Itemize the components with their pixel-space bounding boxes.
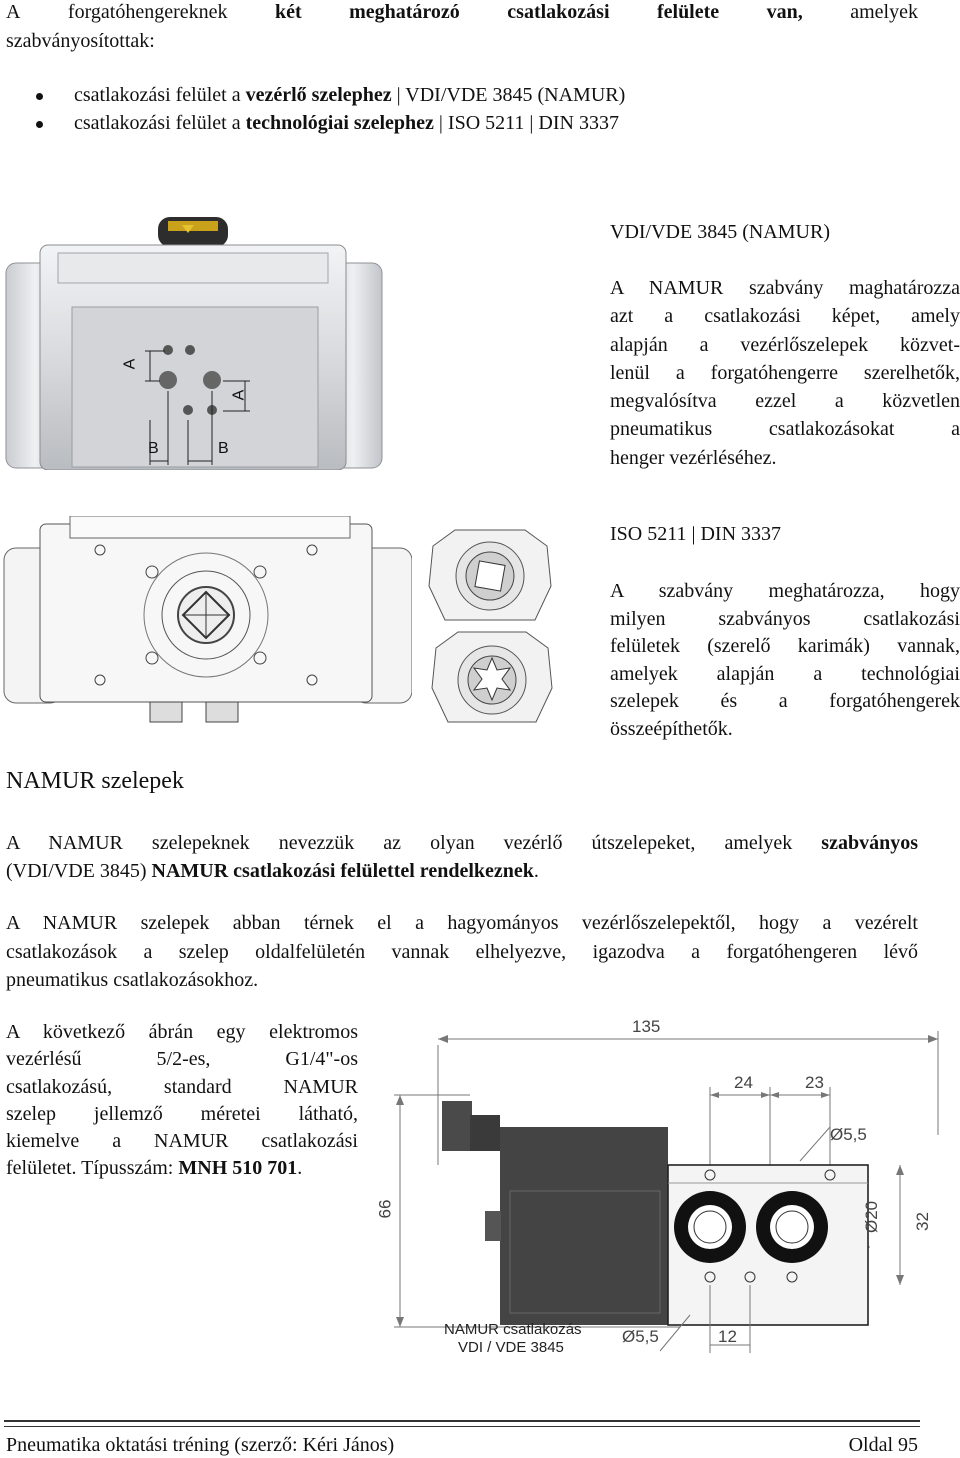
dim-d55-bottom: Ø5,5 (622, 1327, 659, 1346)
dim-label-a-right: A (230, 389, 248, 401)
intro-line-1: A forgatóhengereknek két meghatározó csatlakozási felülete van, amelyek (6, 1, 918, 23)
page-number: Oldal 95 (848, 1434, 918, 1456)
paragraph-3: A következő ábrán egy elektromos vezérlésű 5/2-es, G1/4"-os csatlakozású, standard NAMUR szelep jellemző méretei látható, kiemelve a NAMUR csatlakozási felületet. Típusszám: MNH 510 701. (6, 1021, 358, 1180)
iso-heading: ISO 5211 | DIN 3337 (610, 523, 782, 545)
footer-rule (4, 1420, 920, 1427)
dim-23: 23 (805, 1073, 824, 1092)
dim-135: 135 (632, 1017, 661, 1036)
dim-66: 66 (375, 1199, 395, 1219)
section-heading: NAMUR szelepek (6, 768, 184, 794)
flange-square-image (425, 526, 555, 626)
paragraph-2: A NAMUR szelepek abban térnek el a hagyományos vezérlőszelepektől, hogy a vezérelt csatlakozások a szelep oldalfelületén vannak elhelyezve, igazodva a forgatóhengeren lévő pneumatikus csatlakozásokhoz. (6, 912, 918, 991)
paragraph-1: A NAMUR szelepeknek nevezzük az olyan vezérlő útszelepeket, amelyek szabványos (VDI/VDE 3845) NAMUR csatlakozási felülettel rendelkeznek. (6, 832, 918, 882)
drawing-caption-line-1: NAMUR csatlakozás (444, 1321, 582, 1338)
bullet-dot (36, 121, 43, 128)
footer-title: Pneumatika oktatási tréning (szerző: Kéri János) (6, 1434, 395, 1456)
dim-32: 32 (913, 1212, 932, 1231)
namur-heading: VDI/VDE 3845 (NAMUR) (610, 221, 830, 243)
dim-d55-top: Ø5,5 (830, 1125, 867, 1144)
dim-24: 24 (734, 1073, 753, 1092)
namur-description: A NAMUR szabvány maghatározza azt a csatlakozási képet, amely alapján a vezérlőszelepek közvet- lenül a forgatóhengerre szerelhetők, megvalósítva ezzel a közvetlen pneumatikus csatlakozásokat a henger vezérléséhez. (610, 277, 960, 469)
actuator-iso-image (0, 516, 412, 726)
iso-description: A szabvány meghatározza, hogy milyen szabványos csatlakozási felületek (szerelő karimák) vannak, amelyek alapján a technológiai szelepek és a forgatóhengerek összeépíthetők. (610, 580, 960, 740)
intro-line-2: szabványosítottak: (6, 30, 155, 52)
valve-dimension-drawing (360, 1015, 940, 1370)
dim-label-b-left: B (148, 440, 159, 457)
bullet-dot (36, 93, 43, 100)
flange-star-image (428, 628, 556, 728)
actuator-namur-image (0, 215, 386, 470)
dim-12: 12 (718, 1327, 737, 1346)
dim-label-a-left: A (121, 358, 139, 370)
drawing-caption-line-2: VDI / VDE 3845 (458, 1339, 564, 1356)
dim-label-b-right: B (218, 440, 229, 457)
dim-d20: Ø20 (862, 1200, 881, 1233)
